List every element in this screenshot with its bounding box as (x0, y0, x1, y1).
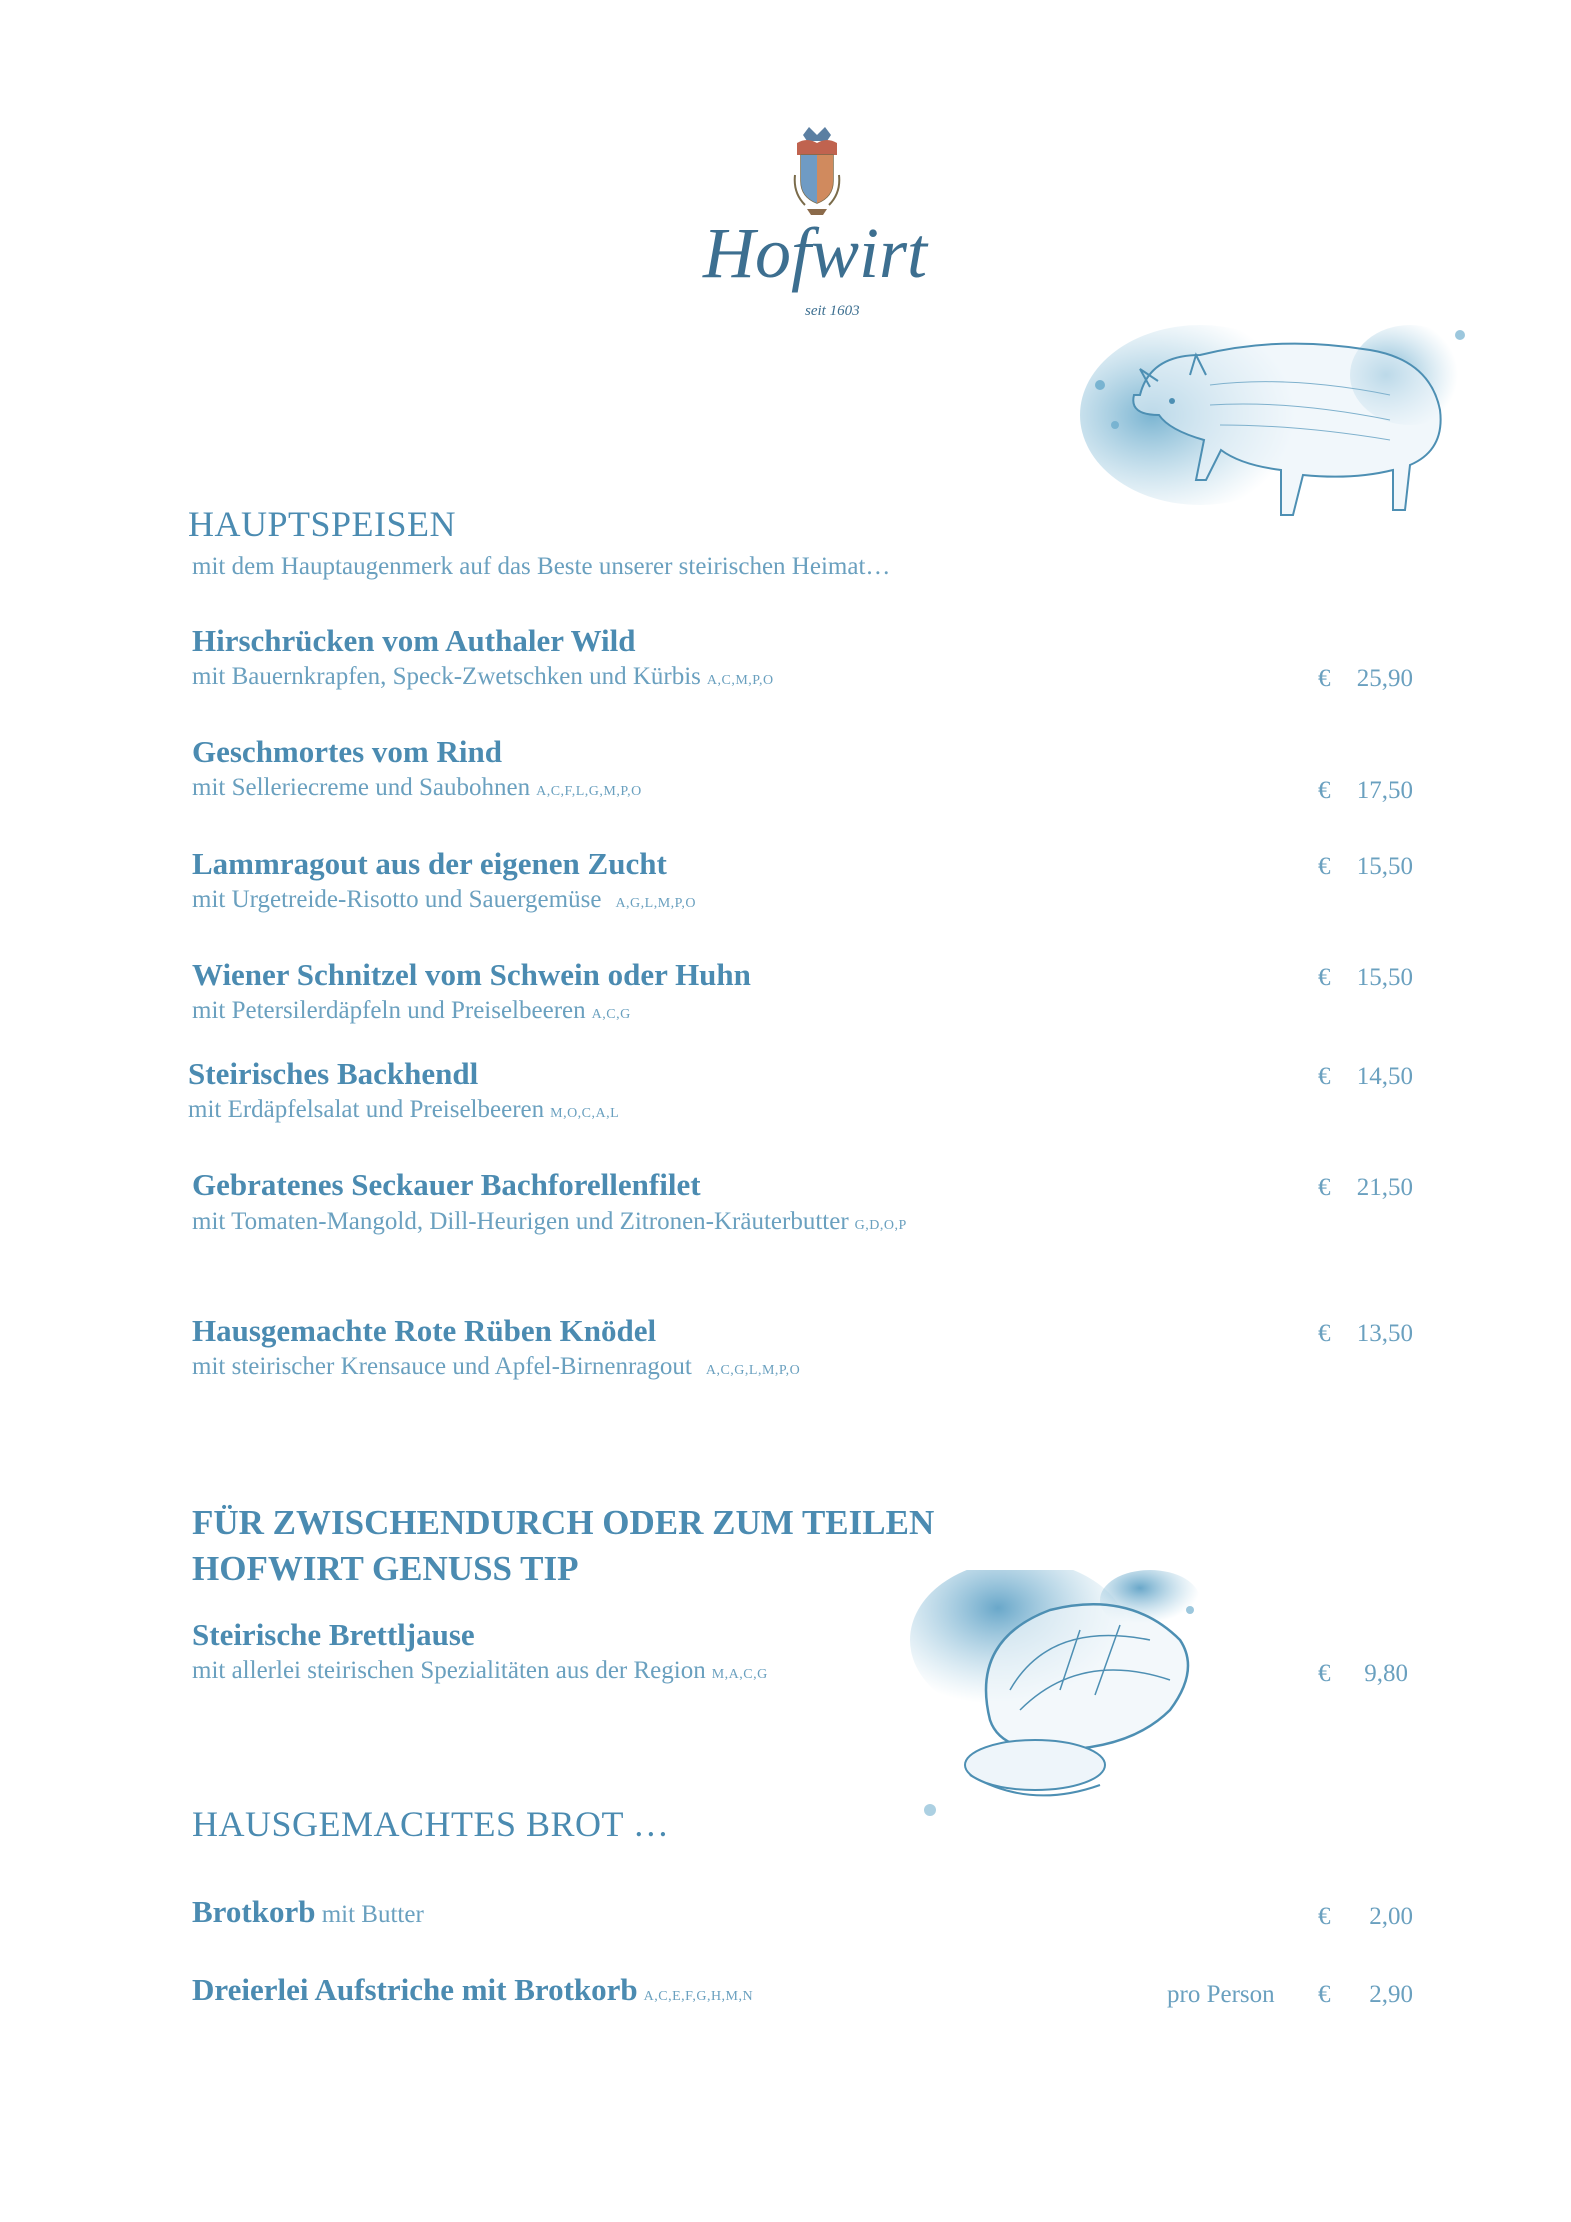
dish-description-text: mit allerlei steirischen Spezialitäten aus der Region (192, 1657, 706, 1684)
currency-symbol: € (1318, 1903, 1331, 1930)
currency-symbol: € (1318, 1063, 1331, 1090)
currency-symbol: € (1318, 1981, 1331, 2008)
dish-price: 14,50 (1356, 1063, 1413, 1090)
dish-price: 17,50 (1356, 777, 1413, 804)
bread-illustration (910, 1570, 1230, 1820)
dish-description-text: mit Bauernkrapfen, Speck-Zwetschken und Kürbis (192, 663, 701, 690)
dish-suffix: mit Butter (321, 1901, 424, 1928)
dish-description-text: mit Petersilerdäpfeln und Preiselbeeren (192, 997, 586, 1024)
dish-description-text: mit Erdäpfelsalat und Preiselbeeren (188, 1096, 545, 1123)
currency-symbol: € (1318, 1660, 1331, 1687)
section-title-zwischendurch: FÜR ZWISCHENDURCH ODER ZUM TEILEN (192, 1503, 935, 1542)
dish-description (192, 1208, 907, 1236)
dish-price: 2,00 (1369, 1903, 1413, 1930)
hofwirt-logo (680, 125, 950, 335)
dish-name: Dreierlei Aufstriche mit Brotkorb (192, 1972, 638, 2007)
coat-of-arms-icon (793, 125, 841, 217)
dish-description (192, 886, 696, 914)
dish-description (192, 1657, 768, 1685)
dish-name: Hausgemachte Rote Rüben Knödel (192, 1313, 657, 1348)
logo-since: seit 1603 (805, 303, 860, 319)
currency-symbol: € (1318, 777, 1331, 804)
allergen-codes: A,C,M,P,O (706, 673, 774, 688)
currency-symbol: € (1318, 665, 1331, 692)
dish-price: 15,50 (1356, 964, 1413, 991)
dish-price: 13,50 (1356, 1320, 1413, 1347)
section-title-genuss-tip: HOFWIRT GENUSS TIP (192, 1549, 579, 1588)
allergen-codes: G,D,O,P (854, 1218, 907, 1233)
dish-description (192, 663, 774, 691)
allergen-codes: A,C,G,L,M,P,O (705, 1363, 801, 1378)
dish-description-text: mit Urgetreide-Risotto und Sauergemüse (192, 886, 602, 913)
allergen-codes: A,C,E,F,G,H,M,N (643, 1989, 754, 2004)
section-title-hauptspeisen: HAUPTSPEISEN (188, 504, 457, 544)
allergen-codes: M,A,C,G (711, 1667, 768, 1682)
allergen-codes: A,C,F,L,G,M,P,O (536, 784, 642, 799)
dish-name: Wiener Schnitzel vom Schwein oder Huhn (192, 957, 751, 992)
logo-wordmark: Hofwirt (702, 213, 928, 293)
section-subtitle-hauptspeisen: mit dem Hauptaugenmerk auf das Beste unserer steirischen Heimat… (192, 553, 891, 580)
dish-name: Steirisches Backhendl (188, 1056, 479, 1091)
currency-symbol: € (1318, 1320, 1331, 1347)
price-unit: pro Person (1167, 1981, 1275, 2008)
allergen-codes: A,C,G (591, 1007, 631, 1022)
dish-description-text: mit steirischer Krensauce und Apfel-Birnenragout (192, 1353, 692, 1380)
dish-name: Geschmortes vom Rind (192, 734, 502, 769)
dish-description (192, 1353, 800, 1381)
currency-symbol: € (1318, 1174, 1331, 1201)
dish-description-text: mit Tomaten-Mangold, Dill-Heurigen und Zitronen-Kräuterbutter (192, 1208, 849, 1235)
menu-item-brotkorb (192, 1894, 424, 1930)
dish-price: 25,90 (1356, 665, 1413, 692)
dish-price: 2,90 (1369, 1981, 1413, 2008)
dish-price: 15,50 (1356, 853, 1413, 880)
currency-symbol: € (1318, 964, 1331, 991)
dish-price: 21,50 (1356, 1174, 1413, 1201)
dish-name: Hirschrücken vom Authaler Wild (192, 623, 636, 658)
section-title-brot: HAUSGEMACHTES BROT … (192, 1804, 670, 1844)
dish-description (188, 1096, 619, 1124)
currency-symbol: € (1318, 853, 1331, 880)
dish-description (192, 774, 642, 802)
menu-item-aufstriche (192, 1972, 753, 2008)
allergen-codes: M,O,C,A,L (550, 1106, 620, 1121)
dish-name: Steirische Brettljause (192, 1617, 475, 1652)
dish-price: 9,80 (1364, 1660, 1408, 1687)
dish-description-text: mit Selleriecreme und Saubohnen (192, 774, 531, 801)
dish-name: Gebratenes Seckauer Bachforellenfilet (192, 1167, 701, 1202)
allergen-codes: A,G,L,M,P,O (615, 896, 697, 911)
dish-name: Brotkorb (192, 1894, 316, 1929)
dish-description (192, 997, 631, 1025)
pig-illustration (1080, 315, 1480, 520)
dish-name: Lammragout aus der eigenen Zucht (192, 846, 667, 881)
